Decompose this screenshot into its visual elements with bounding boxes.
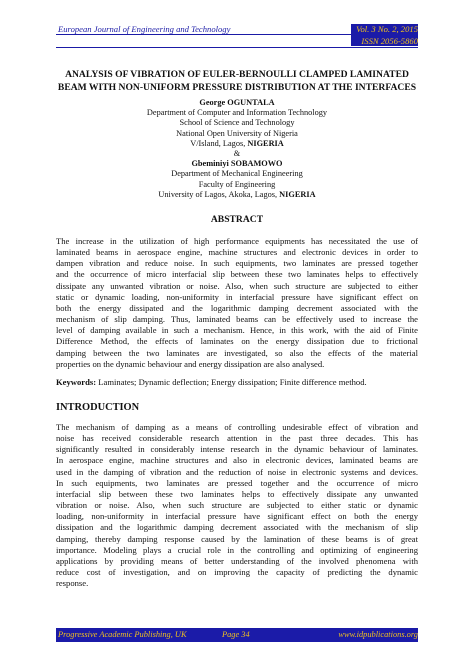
paragraph-line: loading, non-uniformity in interfacial pressure have significant effect on both the energy — [56, 511, 418, 522]
location-text: V/Island, Lagos, — [190, 138, 248, 148]
paper-title — [56, 68, 418, 94]
paragraph-line: significantly resulted in considerably intense research in the dynamic behaviour of laminates. — [56, 444, 418, 455]
paragraph-line: dissipate any unwanted vibration or noise. Also, when such structure are subjected to either — [56, 280, 418, 291]
affiliation-location — [56, 139, 418, 149]
paragraph-line: static or dynamic loading, non-uniformity in interfacial pressure have significant effect on — [56, 291, 418, 302]
affiliation-line: Department of Computer and Information Technology — [146, 108, 328, 118]
paragraph-line: damping, thereby damping response caused by the lamination of these beams is of great — [56, 533, 418, 544]
introduction-heading: INTRODUCTION — [56, 402, 140, 413]
paragraph-line: Difference Method, the effects of laminates on the energy dissipation due to frictional — [56, 336, 418, 347]
country: NIGERIA — [247, 138, 284, 148]
paragraph-line: and the occurrence of micro interfacial slip between these two laminates helps to effectively — [56, 269, 418, 280]
paragraph-line: response. — [56, 578, 89, 589]
affiliation-line: School of Science and Technology — [179, 118, 295, 128]
paragraph-line: laminated beams in aerospace engine, machine structures and electronic devices in order to — [56, 247, 418, 258]
journal-name: European Journal of Engineering and Technology — [58, 24, 231, 34]
paragraph-line: reduce cost of investigation, and on improving the capacity of predicting the dynamic — [56, 567, 418, 578]
affiliation-line: Department of Mechanical Engineering — [171, 169, 303, 179]
paragraph-line: dampen vibration and reduce noise. In such equipments, two laminates are pressed together — [56, 258, 418, 269]
paragraph-line: In such equipments, two laminates are pressed together and the occurrence of micro — [56, 477, 418, 488]
paragraph-line: mechanism of slip damping. Thus, laminated beams can be effectively used to increase the — [56, 314, 418, 325]
paragraph-line: applications by providing means of better understanding of the involved phenomena with — [56, 555, 418, 566]
title-line: BEAM WITH NON-UNIFORM PRESSURE DISTRIBUTION AT THE INTERFACES — [57, 82, 417, 93]
journal-issn: ISSN 2056-5860 — [361, 36, 418, 46]
paragraph-line: used in the damping of vibration and the reduction of noise in electronic systems and devices. — [56, 466, 418, 477]
paragraph-line: The mechanism of damping as a means of controlling undesirable effect of vibration and — [56, 422, 418, 432]
paragraph-line: In aerospace engine, machine structures and also in electronic devices, laminated beams are — [56, 455, 418, 466]
keywords — [56, 377, 418, 388]
abstract-body — [56, 236, 418, 370]
paragraph-line: level of damping available in such a mechanism. Hence, in this work, with the aid of Finite — [56, 325, 418, 336]
header-rule — [56, 34, 351, 35]
abstract-heading: ABSTRACT — [210, 214, 264, 225]
affiliation-location — [56, 190, 418, 200]
paragraph-line: both the energy dissipated and the logarithmic damping decrement associated with the — [56, 302, 418, 313]
introduction-body — [56, 422, 418, 589]
affiliation-line: Faculty of Engineering — [198, 179, 276, 189]
paragraph-line: dissipation and the logarithmic damping decrement associated with the mechanism of slip — [56, 522, 418, 533]
affiliation-line: National Open University of Nigeria — [176, 128, 298, 138]
journal-volume: Vol. 3 No. 2, 2015 — [356, 24, 418, 34]
footer-url: www.idpublications.org — [338, 630, 418, 639]
title-line: ANALYSIS OF VIBRATION OF EULER-BERNOULLI CLAMPED LAMINATED — [65, 69, 409, 80]
header-rule-lower — [56, 47, 418, 48]
author-block — [56, 98, 418, 200]
author-name: George OGUNTALA — [199, 98, 275, 107]
paragraph-line: The increase in the utilization of high performance equipments has necessitated the use of — [56, 236, 418, 246]
paragraph-line: damping between the two laminates are investigated, so also the effects of the material — [56, 347, 418, 358]
keywords-label: Keywords: — [56, 377, 97, 387]
paragraph-line: noise has received considerable research attention in the past three decades. This has — [56, 433, 418, 444]
keywords-text: Laminates; Dynamic deflection; Energy dissipation; Finite difference method. — [96, 377, 367, 387]
location-text: University of Lagos, Akoka, Lagos, — [158, 189, 280, 199]
paragraph-line: properties on the dynamic behaviour and energy dissipation are also analysed. — [56, 358, 325, 369]
author-name: Gbeminiyi SOBAMOWO — [191, 159, 283, 169]
country: NIGERIA — [279, 189, 316, 199]
paragraph-line: vibration or noise. Also, when such structure are subjected to either static or dynamic — [56, 500, 418, 511]
page-number: Page 34 — [222, 630, 250, 639]
author-separator: & — [233, 149, 241, 159]
paragraph-line: importance. Modeling plays a crucial role in the controlling and optimizing of engineering — [56, 544, 418, 555]
paragraph-line: interfacial slip between these two laminates helps to effectively dissipate any unwanted — [56, 488, 418, 499]
footer-publisher: Progressive Academic Publishing, UK — [58, 630, 187, 639]
